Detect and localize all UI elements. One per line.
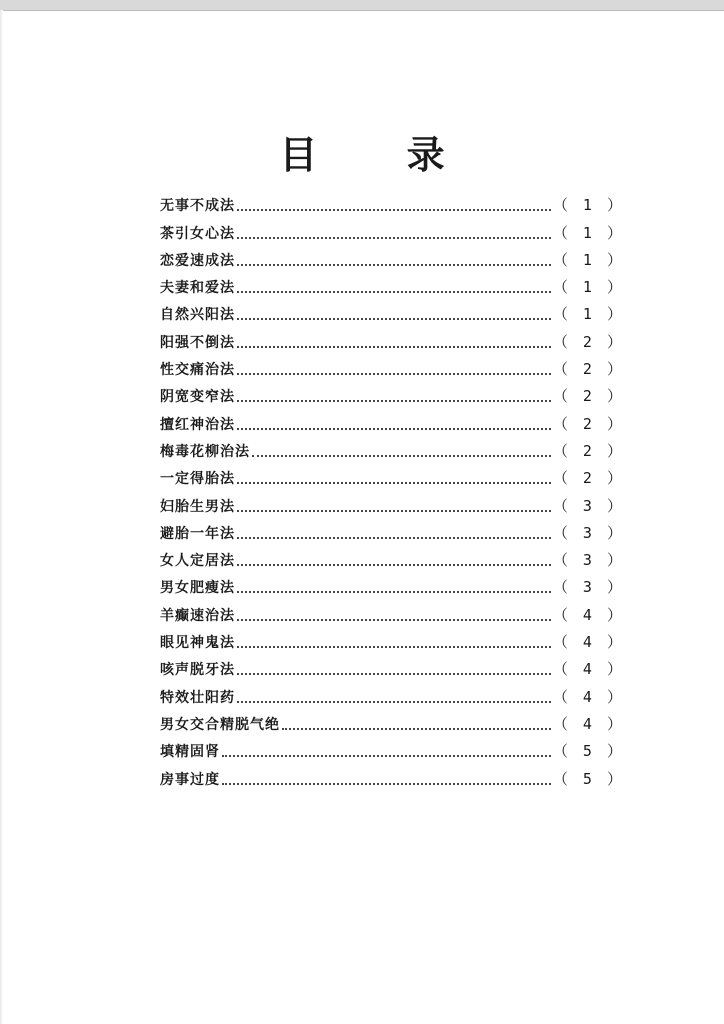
dot-leader [237, 481, 551, 484]
toc-entry-title: 性交痛治法 [160, 362, 235, 379]
dot-leader [237, 590, 551, 593]
toc-entry-title: 男女交合精脱气绝 [160, 716, 280, 733]
dot-leader [237, 345, 551, 348]
dot-leader [282, 727, 551, 730]
toc-entry[interactable] [160, 188, 625, 215]
toc-entry[interactable] [160, 324, 625, 351]
toc-entry[interactable] [160, 543, 625, 570]
toc-entry[interactable] [160, 243, 625, 270]
toc-entry-page-number: （ 1 ） [552, 250, 625, 269]
toc-entry[interactable] [160, 570, 625, 597]
dot-leader [237, 290, 551, 293]
dot-leader [222, 782, 551, 785]
dot-leader [237, 536, 551, 539]
toc-entry-title: 填精固肾 [160, 744, 220, 761]
toc-entry-page-number: （ 2 ） [552, 414, 625, 433]
toc-entry-page-number: （ 4 ） [552, 714, 625, 733]
dot-leader [237, 563, 551, 566]
toc-entry[interactable] [160, 625, 625, 652]
dot-leader [222, 754, 551, 757]
toc-entry-title: 妇胎生男法 [160, 498, 235, 515]
toc-entry[interactable] [160, 488, 625, 515]
toc-entry-title: 茶引女心法 [160, 225, 235, 242]
toc-entry[interactable] [160, 434, 625, 461]
toc-entry-page-number: （ 2 ） [552, 387, 625, 406]
toc-entry-page-number: （ 1 ） [552, 223, 625, 242]
toc-entry-page-number: （ 1 ） [552, 196, 625, 215]
dot-leader [237, 399, 551, 402]
toc-entry-page-number: （ 1 ） [552, 278, 625, 297]
dot-leader [237, 509, 551, 512]
toc-entry-page-number: （ 2 ） [552, 332, 625, 351]
toc-entry[interactable] [160, 461, 625, 488]
toc-entry[interactable] [160, 297, 625, 324]
toc-entry-page-number: （ 2 ） [552, 360, 625, 379]
toc-entry[interactable] [160, 652, 625, 679]
dot-leader [237, 372, 551, 375]
toc-entry-title: 擅红神治法 [160, 416, 235, 433]
toc-entry-title: 阳强不倒法 [160, 334, 235, 351]
toc-entry-page-number: （ 3 ） [552, 551, 625, 570]
toc-entry-page-number: （ 3 ） [552, 578, 625, 597]
toc-entry-page-number: （ 2 ） [552, 441, 625, 460]
toc-entry-title: 无事不成法 [160, 198, 235, 215]
toc-entry[interactable] [160, 734, 625, 761]
toc-entry-title: 男女肥瘦法 [160, 580, 235, 597]
toc-entry-page-number: （ 4 ） [552, 605, 625, 624]
dot-leader [237, 427, 551, 430]
toc-entry[interactable] [160, 679, 625, 706]
toc-entry[interactable] [160, 352, 625, 379]
dot-leader [237, 645, 551, 648]
toc-entry-page-number: （ 4 ） [552, 687, 625, 706]
toc-entry-title: 避胎一年法 [160, 525, 235, 542]
toc-entry-page-number: （ 5 ） [552, 769, 625, 788]
toc-entry-page-number: （ 2 ） [552, 469, 625, 488]
toc-entry[interactable] [160, 270, 625, 297]
toc-entry-title: 房事过度 [160, 771, 220, 788]
scan-top-border [0, 0, 724, 11]
page-title: 目 录 [279, 133, 483, 177]
toc-entry[interactable] [160, 406, 625, 433]
toc-entry-page-number: （ 1 ） [552, 305, 625, 324]
toc-entry-title: 女人定居法 [160, 553, 235, 570]
dot-leader [237, 317, 551, 320]
toc-entry[interactable] [160, 215, 625, 242]
toc-entry-page-number: （ 4 ） [552, 633, 625, 652]
dot-leader [237, 236, 551, 239]
toc-entry-page-number: （ 5 ） [552, 742, 625, 761]
toc-entry-title: 眼见神鬼法 [160, 635, 235, 652]
toc-entry-title: 咳声脱牙法 [160, 662, 235, 679]
toc-entry[interactable] [160, 707, 625, 734]
dot-leader [252, 454, 551, 457]
dot-leader [237, 618, 551, 621]
toc-entry[interactable] [160, 379, 625, 406]
dot-leader [237, 672, 551, 675]
toc-entry-title: 阴宽变窄法 [160, 389, 235, 406]
dot-leader [237, 208, 551, 211]
toc-entry[interactable] [160, 761, 625, 788]
toc-entry-title: 自然兴阳法 [160, 307, 235, 324]
toc-entry-title: 夫妻和爱法 [160, 280, 235, 297]
toc-entry-page-number: （ 3 ） [552, 523, 625, 542]
dot-leader [237, 700, 551, 703]
table-of-contents [160, 188, 625, 789]
toc-entry[interactable] [160, 516, 625, 543]
dot-leader [237, 263, 551, 266]
toc-entry-page-number: （ 3 ） [552, 496, 625, 515]
toc-entry-title: 梅毒花柳治法 [160, 443, 250, 460]
toc-entry-page-number: （ 4 ） [552, 660, 625, 679]
toc-entry-title: 羊癫速治法 [160, 607, 235, 624]
toc-entry[interactable] [160, 597, 625, 624]
toc-entry-title: 恋爱速成法 [160, 252, 235, 269]
toc-entry-title: 一定得胎法 [160, 471, 235, 488]
toc-entry-title: 特效壮阳药 [160, 689, 235, 706]
